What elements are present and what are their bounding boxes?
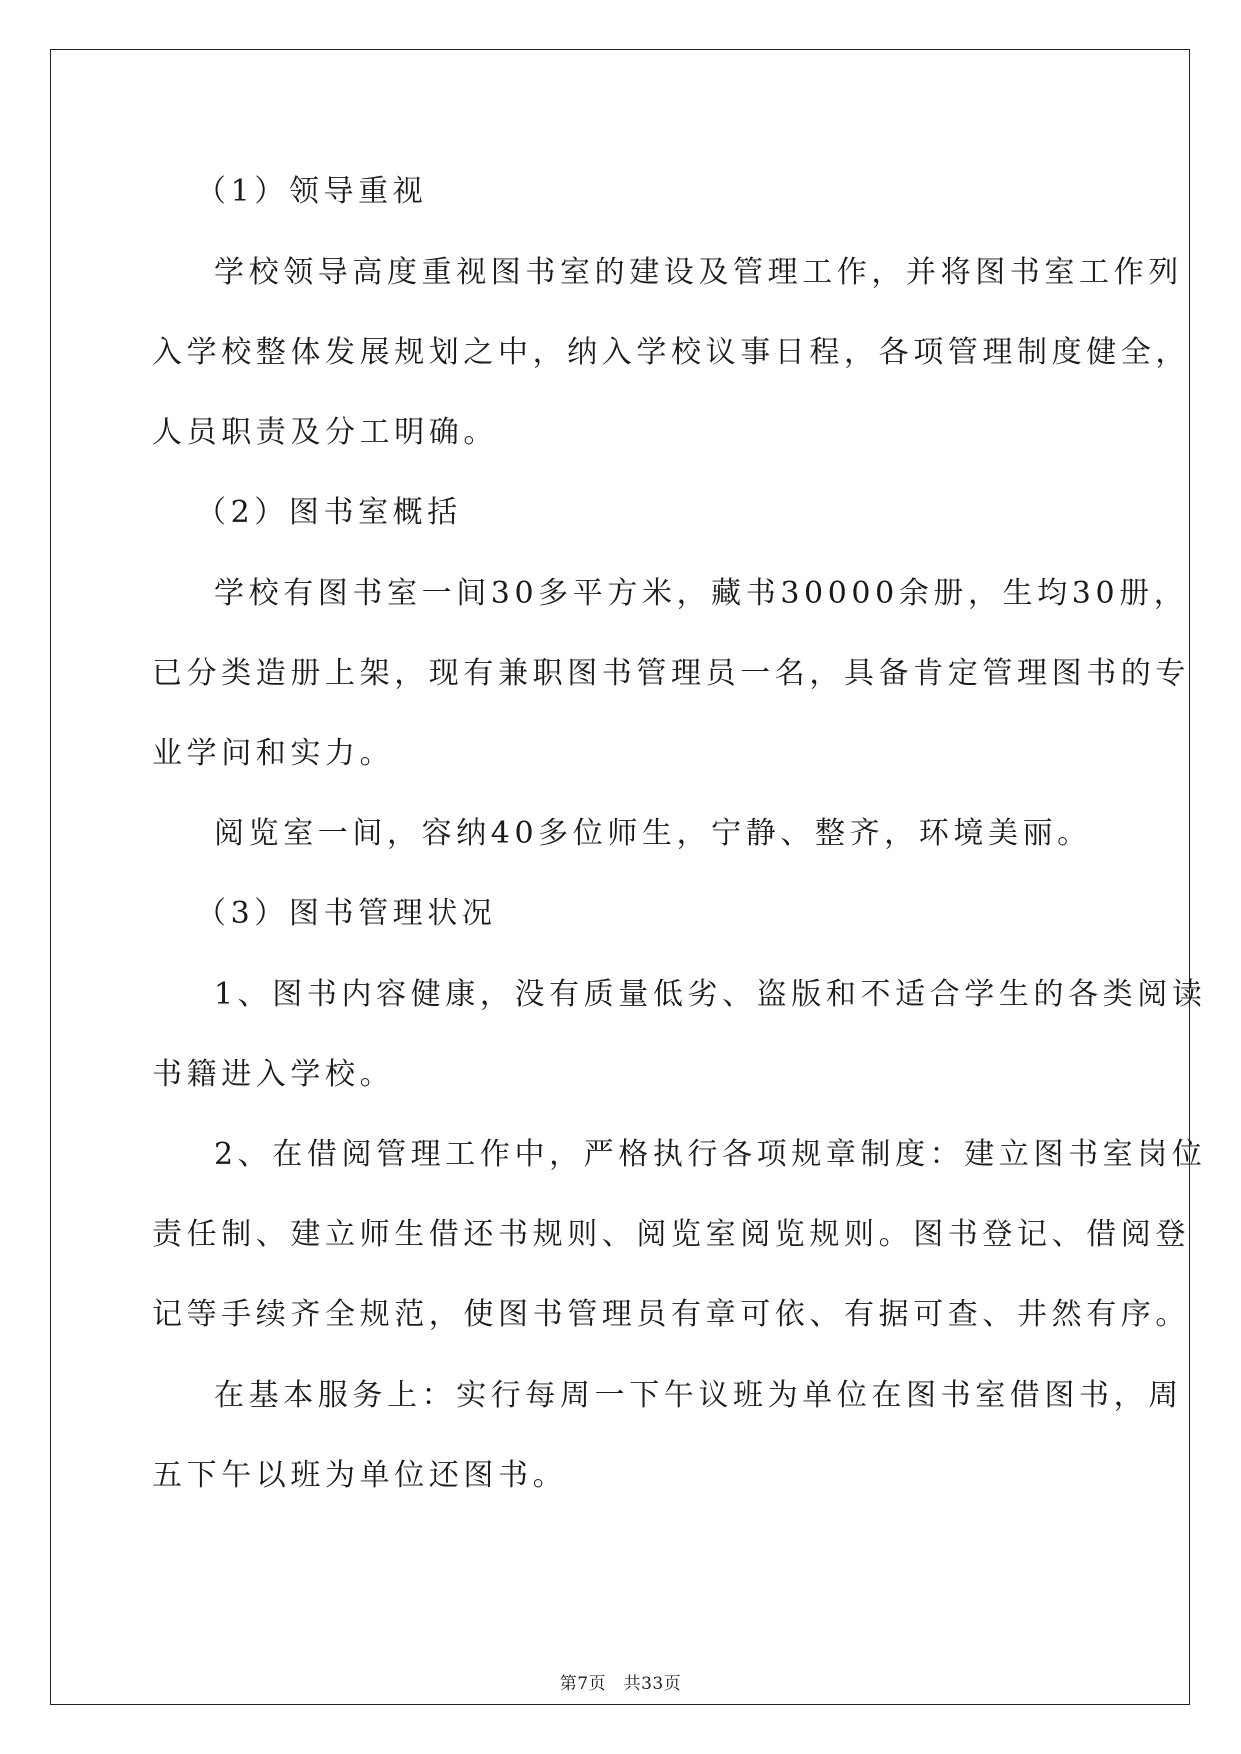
paragraph-line: 阅览室一间，容纳40多位师生，宁静、整齐，环境美丽。 xyxy=(214,816,1092,851)
section-heading-1: （1）领导重视 xyxy=(196,174,428,209)
section-heading-3: （3）图书管理状况 xyxy=(196,896,497,931)
section-heading-2: （2）图书室概括 xyxy=(196,495,462,530)
paragraph-line: 人员职责及分工明确。 xyxy=(152,415,498,450)
paragraph-line: 在基本服务上：实行每周一下午议班为单位在图书室借图书，周 xyxy=(214,1378,1183,1413)
paragraph-line: 责任制、建立师生借还书规则、阅览室阅览规则。图书登记、借阅登 xyxy=(152,1217,1190,1252)
paragraph-line: 入学校整体发展规划之中，纳入学校议事日程，各项管理制度健全， xyxy=(152,335,1190,370)
paragraph-line: 2、在借阅管理工作中，严格执行各项规章制度：建立图书室岗位 xyxy=(214,1137,1207,1172)
paragraph-line: 学校有图书室一间30多平方米，藏书30000余册，生均30册， xyxy=(214,576,1189,611)
page-footer: 第7页 共33页 xyxy=(559,1674,682,1694)
paragraph-line: 记等手续齐全规范，使图书管理员有章可依、有据可查、井然有序。 xyxy=(152,1297,1190,1332)
paragraph-line: 五下午以班为单位还图书。 xyxy=(152,1458,568,1493)
paragraph-line: 已分类造册上架，现有兼职图书管理员一名，具备肯定管理图书的专 xyxy=(152,656,1190,691)
paragraph-line: 1、图书内容健康，没有质量低劣、盗版和不适合学生的各类阅读 xyxy=(214,977,1207,1012)
paragraph-line: 学校领导高度重视图书室的建设及管理工作，并将图书室工作列 xyxy=(214,255,1183,290)
paragraph-line: 业学问和实力。 xyxy=(152,736,395,771)
paragraph-line: 书籍进入学校。 xyxy=(152,1057,395,1092)
